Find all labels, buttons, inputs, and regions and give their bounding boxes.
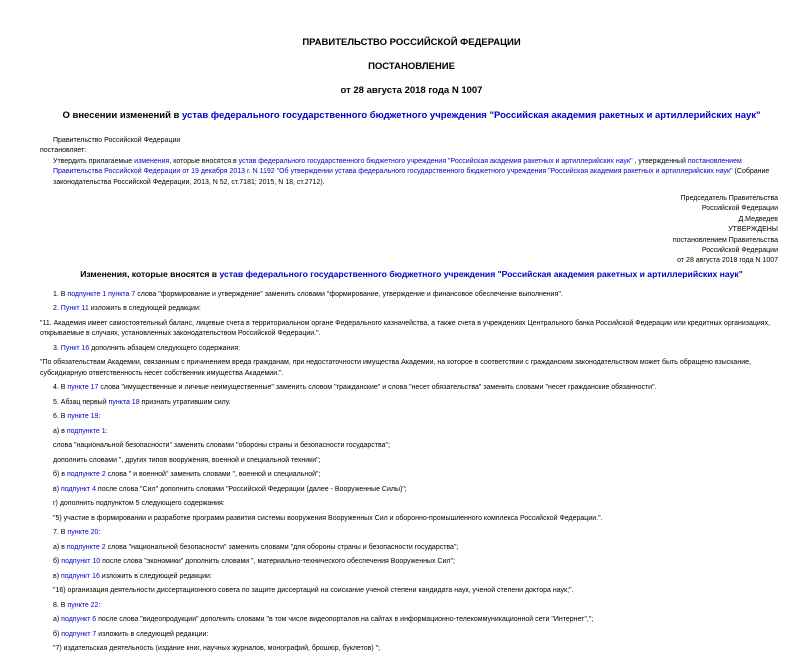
preamble-line: Правительство Российской Федерации — [53, 137, 181, 144]
text: изложить в следующей редакции: — [88, 305, 201, 313]
charter-link[interactable]: устав федерального государственного бюджетного учреждения "Российская академия ракетных и артиллерийских наук" — [238, 157, 633, 165]
text: 4. В — [53, 384, 68, 392]
clause-link[interactable]: Пункт 11 — [60, 305, 89, 313]
text: после слова "экономики" дополнить словами ", материально-технического обеспечения Вооруженных Сил"; — [100, 558, 455, 566]
government-heading: ПРАВИТЕЛЬСТВО РОССИЙСКОЙ ФЕДЕРАЦИИ — [302, 37, 521, 48]
text: б) — [53, 630, 62, 638]
resolution-link[interactable]: постановлением Правительства Российской Федерации от 19 декабря 2013 г. N 1192 "Об утверждении устава федерального государственного бюджетного учреждения "Российская академия ракетных и артиллерийских наук" — [53, 157, 742, 176]
quote-paragraph: "5) участие в формировании и разработке программ развития системы вооружения Вооруженных Сил и оборонно-промышленного комплекса Российской Федерации.". — [53, 514, 603, 522]
list-item: слова "национальной безопасности" заменить словами "обороны страны и безопасности государства"; — [53, 442, 390, 450]
date-number-heading: от 28 августа 2018 года N 1007 — [340, 85, 483, 96]
charter-link[interactable]: устав федерального государственного бюджетного учреждения "Российская академия ракетных и артиллерийских наук" — [182, 110, 761, 121]
text: после слова "Сил" дополнить словами "Российской Федерации (далее - Вооруженные Силы)"; — [95, 485, 407, 493]
quote-paragraph: "11. Академия имеет самостоятельный баланс, лицевые счета в территориальном органе Федерального казначейства, а также счета в учреждениях Центрального банка Российской Федерации или кредитных организациях, открываемые в случаях, установленных законодательством Российской Федерации.". — [40, 319, 771, 338]
list-item — [53, 427, 783, 437]
clause-link[interactable]: подпункте 2 — [66, 471, 106, 479]
preamble-paragraph — [40, 157, 783, 188]
document-page — [0, 37, 807, 653]
preamble — [40, 136, 783, 188]
clause-link[interactable]: подпункт 4 — [61, 485, 96, 493]
text: а) — [53, 616, 62, 624]
list-item — [53, 601, 783, 611]
text: изложить в следующей редакции: — [96, 630, 209, 638]
list-item — [53, 290, 783, 300]
text: б) в — [53, 471, 67, 479]
clause-link[interactable]: подпункт 6 — [61, 616, 97, 624]
clause-link[interactable]: подпункте 2 — [66, 543, 106, 551]
text: дополнить абзацем следующего содержания: — [89, 344, 241, 352]
list-item — [53, 344, 783, 354]
list-item — [53, 412, 783, 422]
text: , утвержденный — [632, 157, 688, 165]
text: в) — [53, 572, 61, 580]
text: 5. Абзац первый — [53, 398, 109, 406]
signature-line: Российской Федерации — [701, 247, 778, 255]
text: , которые вносятся в — [169, 157, 239, 165]
list-item — [53, 398, 783, 408]
list-item — [53, 543, 783, 553]
clause-link[interactable]: пункте 22 — [67, 601, 99, 609]
text: Утвердить прилагаемые — [53, 157, 135, 165]
signature-line: от 28 августа 2018 года N 1007 — [677, 257, 778, 265]
text: слова "имущественные и личные неимущественные" заменить словом "гражданские" и слова "несет обязательства" заменить словами "несет гражданские обязанности". — [98, 384, 657, 392]
list-item — [53, 630, 783, 640]
text: б) — [53, 558, 62, 566]
clause-link[interactable]: подпункте 1 — [66, 427, 106, 435]
text: 8. В — [53, 601, 68, 609]
list-item — [53, 485, 783, 495]
clause-link[interactable]: пункте 19 — [67, 413, 99, 421]
clause-link[interactable]: подпункт 7 — [61, 630, 97, 638]
signature-block — [40, 194, 783, 267]
clause-link[interactable]: пункте 20 — [67, 529, 99, 537]
quote-paragraph: "16) организация деятельности диссертационного совета по защите диссертаций на соискание ученой степени кандидата наук, ученой степени доктора наук;". — [53, 587, 574, 595]
signature-line: постановлением Правительства — [672, 236, 778, 244]
text: в) — [53, 485, 61, 493]
text: 1. В — [53, 290, 68, 298]
changes-link[interactable]: изменения — [134, 157, 170, 165]
signature-line: Д.Медведев — [738, 215, 778, 223]
text: после слова "видеопродукции" дополнить словами "в том числе видеопорталов на сайтах в информационно-телекоммуникационной сети "Интернет","; — [96, 616, 594, 624]
signature-line: УТВЕРЖДЕНЫ — [728, 226, 778, 234]
text: 7. В — [53, 529, 68, 537]
quote-paragraph: "По обязательствам Академии, связанным с причинением вреда гражданам, при недостаточности имущества Академии, на которое в соответствии с гражданским законодательством может быть обращено взыскание, субсидиарную ответственность несет собственник имущества Академии.". — [40, 359, 751, 377]
signature-line: Председатель Правительства — [680, 195, 778, 203]
text: : — [98, 601, 101, 609]
preamble-line: постановляет: — [40, 147, 87, 155]
doc-type-heading: ПОСТАНОВЛЕНИЕ — [368, 61, 455, 72]
document-title — [40, 110, 783, 121]
clause-link[interactable]: подпункт 10 — [61, 558, 101, 566]
clause-link[interactable]: подпункт 16 — [61, 572, 100, 580]
quote-paragraph: "7) издательская деятельность (издание книг, научных журналов, монографий, брошюр, буклетов) "; — [53, 645, 381, 653]
text: (Собрание законодательства Российской Федерации, 2013, N 52, ст.7181; 2015, N 18, ст.2712). — [53, 168, 770, 186]
charter-link[interactable]: устав федерального государственного бюджетного учреждения "Российская академия ракетных и артиллерийских наук" — [219, 268, 743, 279]
signature-line: Российской Федерации — [701, 205, 778, 213]
list-item — [53, 615, 783, 625]
title-prefix: О внесении изменений в — [62, 110, 183, 121]
text: 3. — [53, 344, 61, 352]
list-item: г) дополнить подпунктом 5 следующего содержания: — [53, 500, 225, 508]
clause-link[interactable]: Пункт 16 — [60, 344, 90, 352]
changes-title — [40, 269, 783, 279]
text: : — [98, 413, 101, 421]
text: 2. — [53, 305, 61, 313]
text: 6. В — [53, 413, 68, 421]
list-item: дополнить словами ", других типов вооружения, военной и специальной техники"; — [53, 456, 321, 464]
text: слова "национальной безопасности" заменить словами "для обороны страны и безопасности государства"; — [105, 543, 459, 551]
list-item — [53, 470, 783, 480]
list-item — [53, 304, 783, 314]
clause-link[interactable]: пункта 18 — [108, 398, 140, 406]
text: изложить в следующей редакции: — [99, 572, 212, 580]
list-item — [53, 528, 783, 538]
text: признать утратившим силу. — [139, 398, 231, 406]
text: Изменения, которые вносятся в — [80, 268, 220, 279]
list-item — [53, 572, 783, 582]
changes-list — [40, 290, 783, 655]
list-item — [53, 557, 783, 567]
text: слова " и военной" заменить словами ", военной и специальной"; — [105, 471, 321, 479]
list-item — [53, 383, 783, 393]
text: слова "формирование и утверждение" заменить словами "формирование, утверждение и финансовое обеспечение выполнения". — [135, 290, 563, 298]
text: : — [98, 529, 101, 537]
clause-link[interactable]: пункте 17 — [67, 384, 99, 392]
text: а) в — [53, 543, 67, 551]
text: : — [105, 427, 108, 435]
text: а) в — [53, 427, 67, 435]
clause-link[interactable]: подпункте 1 пункта 7 — [67, 290, 136, 298]
